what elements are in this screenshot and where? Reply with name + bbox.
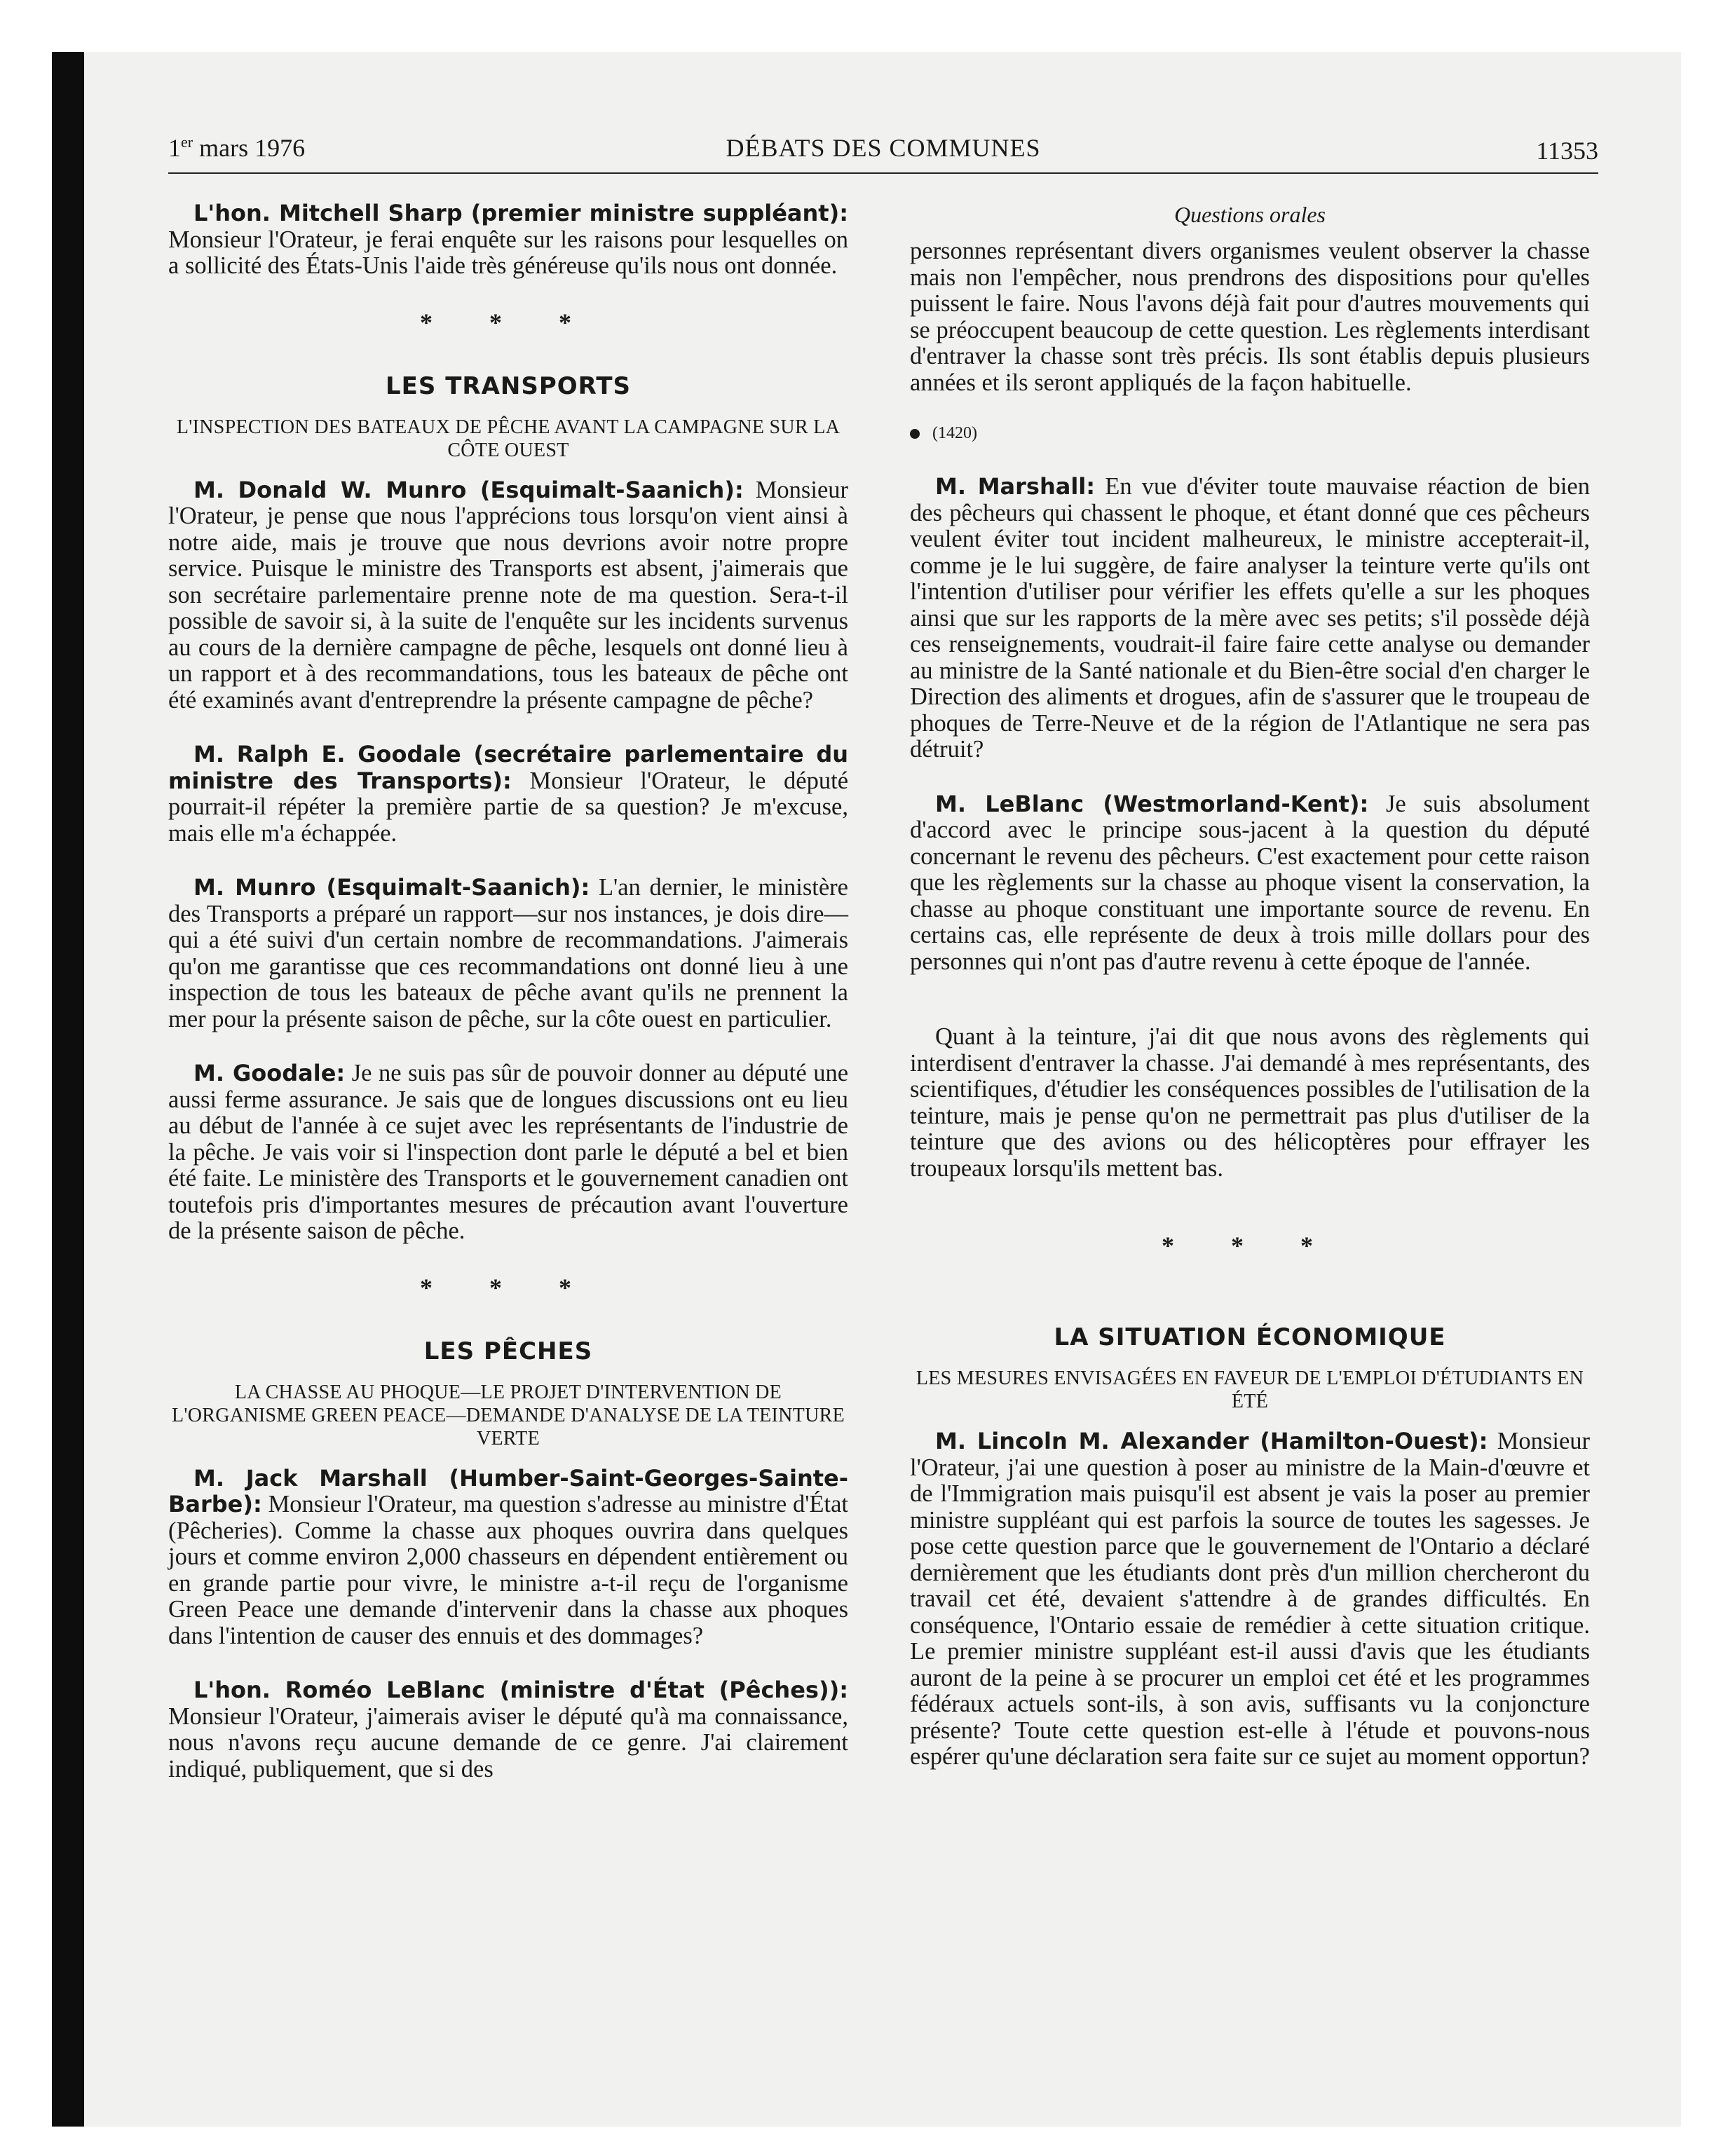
section-separator: * * * [420, 308, 597, 336]
paragraph: M. Munro (Esquimalt-Saanich): L'an dernier, le ministère des Transports a préparé un rapport—sur nos instances, je dois dire—qui a été suivi d'un certain nombre de recommandations. J'aimerais qu'on me garantisse que ces recommandations ont donné lieu à une inspection de tous les bateaux de pêche avant qu'ils ne prennent la mer pour la présente saison de pêche, sur la côte ouest en particulier. [168, 874, 848, 1032]
section-title: LA SITUATION ÉCONOMIQUE [1054, 1323, 1446, 1351]
speaker-name: M. Goodale: [193, 1060, 346, 1086]
speaker-name: M. Jack Marshall (Humber-Saint-Georges-Sainte-Barbe): [168, 1464, 848, 1517]
paragraph: M. Goodale: Je ne suis pas sûr de pouvoir donner au député une aussi ferme assurance. Je sais que de longues discussions ont eu lieu au début de l'année à ce sujet avec les représentants de l'industrie de la pêche. Je vais voir si l'inspection dont parle le député a bel et bien été faite. Le ministère des Transports et le gouvernement canadien ont toutefois pris d'importantes mesures de précaution avant l'ouverture de la présente saison de pêche. [168, 1060, 849, 1244]
right-column [910, 200, 1590, 1799]
section-separator: * * * [1162, 1231, 1338, 1260]
paragraph: M. Donald W. Munro (Esquimalt-Saanich): Monsieur l'Orateur, je pense que nous l'apprécions tous lorsqu'on vient ainsi à notre aide, mais je trouve que nous devrions avoir notre propre service. Puisque le ministre des Transports est absent, j'aimerais que son secrétaire parlementaire prenne note de ma question. Sera-t-il possible de savoir si, à la suite de l'enquête sur les incidents survenus au cours de la dernière campagne de pêche, lesquels ont donné lieu à un rapport et à des recommandations, tous les bateaux de pêche ont été examinés avant d'entreprendre la présente campagne de pêche? [168, 476, 848, 714]
header-title: DÉBATS DES COMMUNES [726, 134, 1041, 162]
section-subtitle: LES MESURES ENVISAGÉES EN FAVEUR DE L'EMPLOI D'ÉTUDIANTS EN ÉTÉ [916, 1367, 1584, 1412]
header-page-number: 11353 [1536, 137, 1598, 165]
paragraph: M. Marshall: En vue d'éviter toute mauvaise réaction de bien des pêcheurs qui chassent le phoque, et étant donné que ces pêcheurs veulent éviter tout incident malheureux, le ministre accepterait-il, comme je le lui suggère, de faire analyser la teinture verte qu'ils ont l'intention d'utiliser pour vérifier les effets qu'elle a sur les phoques ainsi que sur les rapports de la mère avec ses petits; s'il possède déjà ces renseignements, voudrait-il faire faire cette analyse ou demander au ministre de la Santé nationale et du Bien-être social d'en charger le Direction des aliments et drogues, afin de s'assurer que le troupeau de phoques de Terre-Neuve et de la région de l'Atlantique ne sera pas détruit? [910, 473, 1590, 763]
paragraph: Quant à la teinture, j'ai dit que nous avons des règlements qui interdisent d'entraver la chasse. J'ai demandé à mes représentants, des scientifiques, d'étudier les conséquences possibles de l'utilisation de la teinture, mais je pense qu'on ne permettrait pas plus d'utiliser de la teinture que des avions ou des hélicoptères pour effrayer les troupeaux lorsqu'ils mettent bas. [910, 1023, 1590, 1182]
section-subtitle: L'INSPECTION DES BATEAUX DE PÊCHE AVANT LA CAMPAGNE SUR LA CÔTE OUEST [176, 416, 841, 461]
running-subhead: Questions orales [1174, 202, 1326, 227]
left-column [168, 200, 848, 1810]
speaker-name: L'hon. Roméo LeBlanc (ministre d'État (Pêches)): [193, 1677, 848, 1703]
paragraph: L'hon. Mitchell Sharp (premier ministre suppléant): Monsieur l'Orateur, je ferai enquête sur les raisons pour lesquelles on a sollicité des États-Unis l'aide très généreuse qu'ils nous ont donnée. [168, 200, 848, 279]
section-separator: * * * [420, 1273, 597, 1302]
section-subtitle: LA CHASSE AU PHOQUE—LE PROJET D'INTERVENTION DE L'ORGANISME GREEN PEACE—DEMANDE D'ANALYSE DE LA TEINTURE VERTE [172, 1381, 845, 1449]
section-title: LES TRANSPORTS [386, 371, 631, 400]
paragraph: personnes représentant divers organismes veulent observer la chasse mais non l'empêcher, nous prendrons des dispositions pour qu'elles puissent le faire. Nous l'avons déjà fait pour d'autres mouvements qui se préoccupent beaucoup de cette question. Les règlements interdisant d'entraver la chasse sont très précis. Ils sont établis depuis plusieurs années et ils seront appliqués de la façon habituelle. [910, 238, 1590, 396]
paragraph: L'hon. Roméo LeBlanc (ministre d'État (Pêches)): Monsieur l'Orateur, j'aimerais aviser le député qu'à ma connaissance, nous n'avons reçu aucune demande de ce genre. J'ai clairement indiqué, publiquement, que si des [168, 1677, 848, 1782]
time-marker: (1420) [910, 424, 1590, 443]
binding-edge [52, 52, 84, 2127]
speaker-name: L'hon. Mitchell Sharp (premier ministre suppléant): [193, 200, 848, 226]
speaker-name: M. LeBlanc (Westmorland-Kent): [935, 790, 1369, 817]
speaker-name: M. Munro (Esquimalt-Saanich): [193, 874, 590, 901]
hansard-page [168, 133, 1598, 2082]
paragraph: M. Jack Marshall (Humber-Saint-Georges-Sainte-Barbe): Monsieur l'Orateur, ma question s'adresse au ministre d'État (Pêcheries). Comme la chasse aux phoques ouvrira dans quelques jours et comme environ 2,000 chasseurs en dépendent entièrement ou en grande partie pour vivre, le ministre a-t-il reçu de l'organisme Green Peace une demande d'intervenir dans la chasse aux phoques dans l'intention de causer des ennuis et des dommages? [168, 1464, 848, 1649]
running-header [168, 133, 1598, 174]
speaker-name: M. Marshall: [935, 473, 1096, 500]
paragraph: M. LeBlanc (Westmorland-Kent): Je suis absolument d'accord avec le principe sous-jacent à la question du député concernant le revenu des pêcheurs. C'est exactement pour cette raison que les règlements sur la chasse au phoque visent la conservation, la chasse au phoque constituant une importante source de revenu. En certains cas, elle représente de deux à trois mille dollars pour des personnes qui n'ont pas d'autre revenu à cette époque de l'année. [910, 790, 1591, 975]
bullet-icon [910, 429, 920, 439]
paragraph: M. Lincoln M. Alexander (Hamilton-Ouest): Monsieur l'Orateur, j'ai une question à poser au ministre de la Main-d'œuvre et de l'Immigration mais puisqu'il est absent je vais la poser au premier ministre suppléant qui est parfois la source de toutes les sagesses. Je pose cette question parce que le gouvernement de l'Ontario a déclaré dernièrement que les étudiants dont près d'un million chercheront du travail cet été, devaient s'attendre à de grandes difficultés. En conséquence, l'Ontario essaie de remédier à cette situation critique. Le premier ministre suppléant est-il aussi d'avis que les étudiants auront de la peine à se procurer un emploi cet été et les programmes fédéraux actuels sont-ils, à son avis, suffisants vu la conjoncture présente? Toute cette question est-elle à l'étude et pouvons-nous espérer qu'une déclaration sera faite sur ce sujet au moment opportun? [910, 1428, 1590, 1770]
header-date: 1er mars 1976 [168, 133, 306, 162]
speaker-name: M. Donald W. Munro (Esquimalt-Saanich): [193, 476, 744, 503]
section-title: LES PÊCHES [423, 1337, 593, 1365]
speaker-name: M. Lincoln M. Alexander (Hamilton-Ouest): [935, 1428, 1488, 1454]
speaker-name: M. Ralph E. Goodale (secrétaire parlementaire du ministre des Transports): [168, 741, 848, 794]
paragraph: M. Ralph E. Goodale (secrétaire parlementaire du ministre des Transports): Monsieur l'Orateur, le député pourrait-il répéter la première partie de sa question? Je m'excuse, mais elle m'a échappée. [168, 741, 849, 847]
